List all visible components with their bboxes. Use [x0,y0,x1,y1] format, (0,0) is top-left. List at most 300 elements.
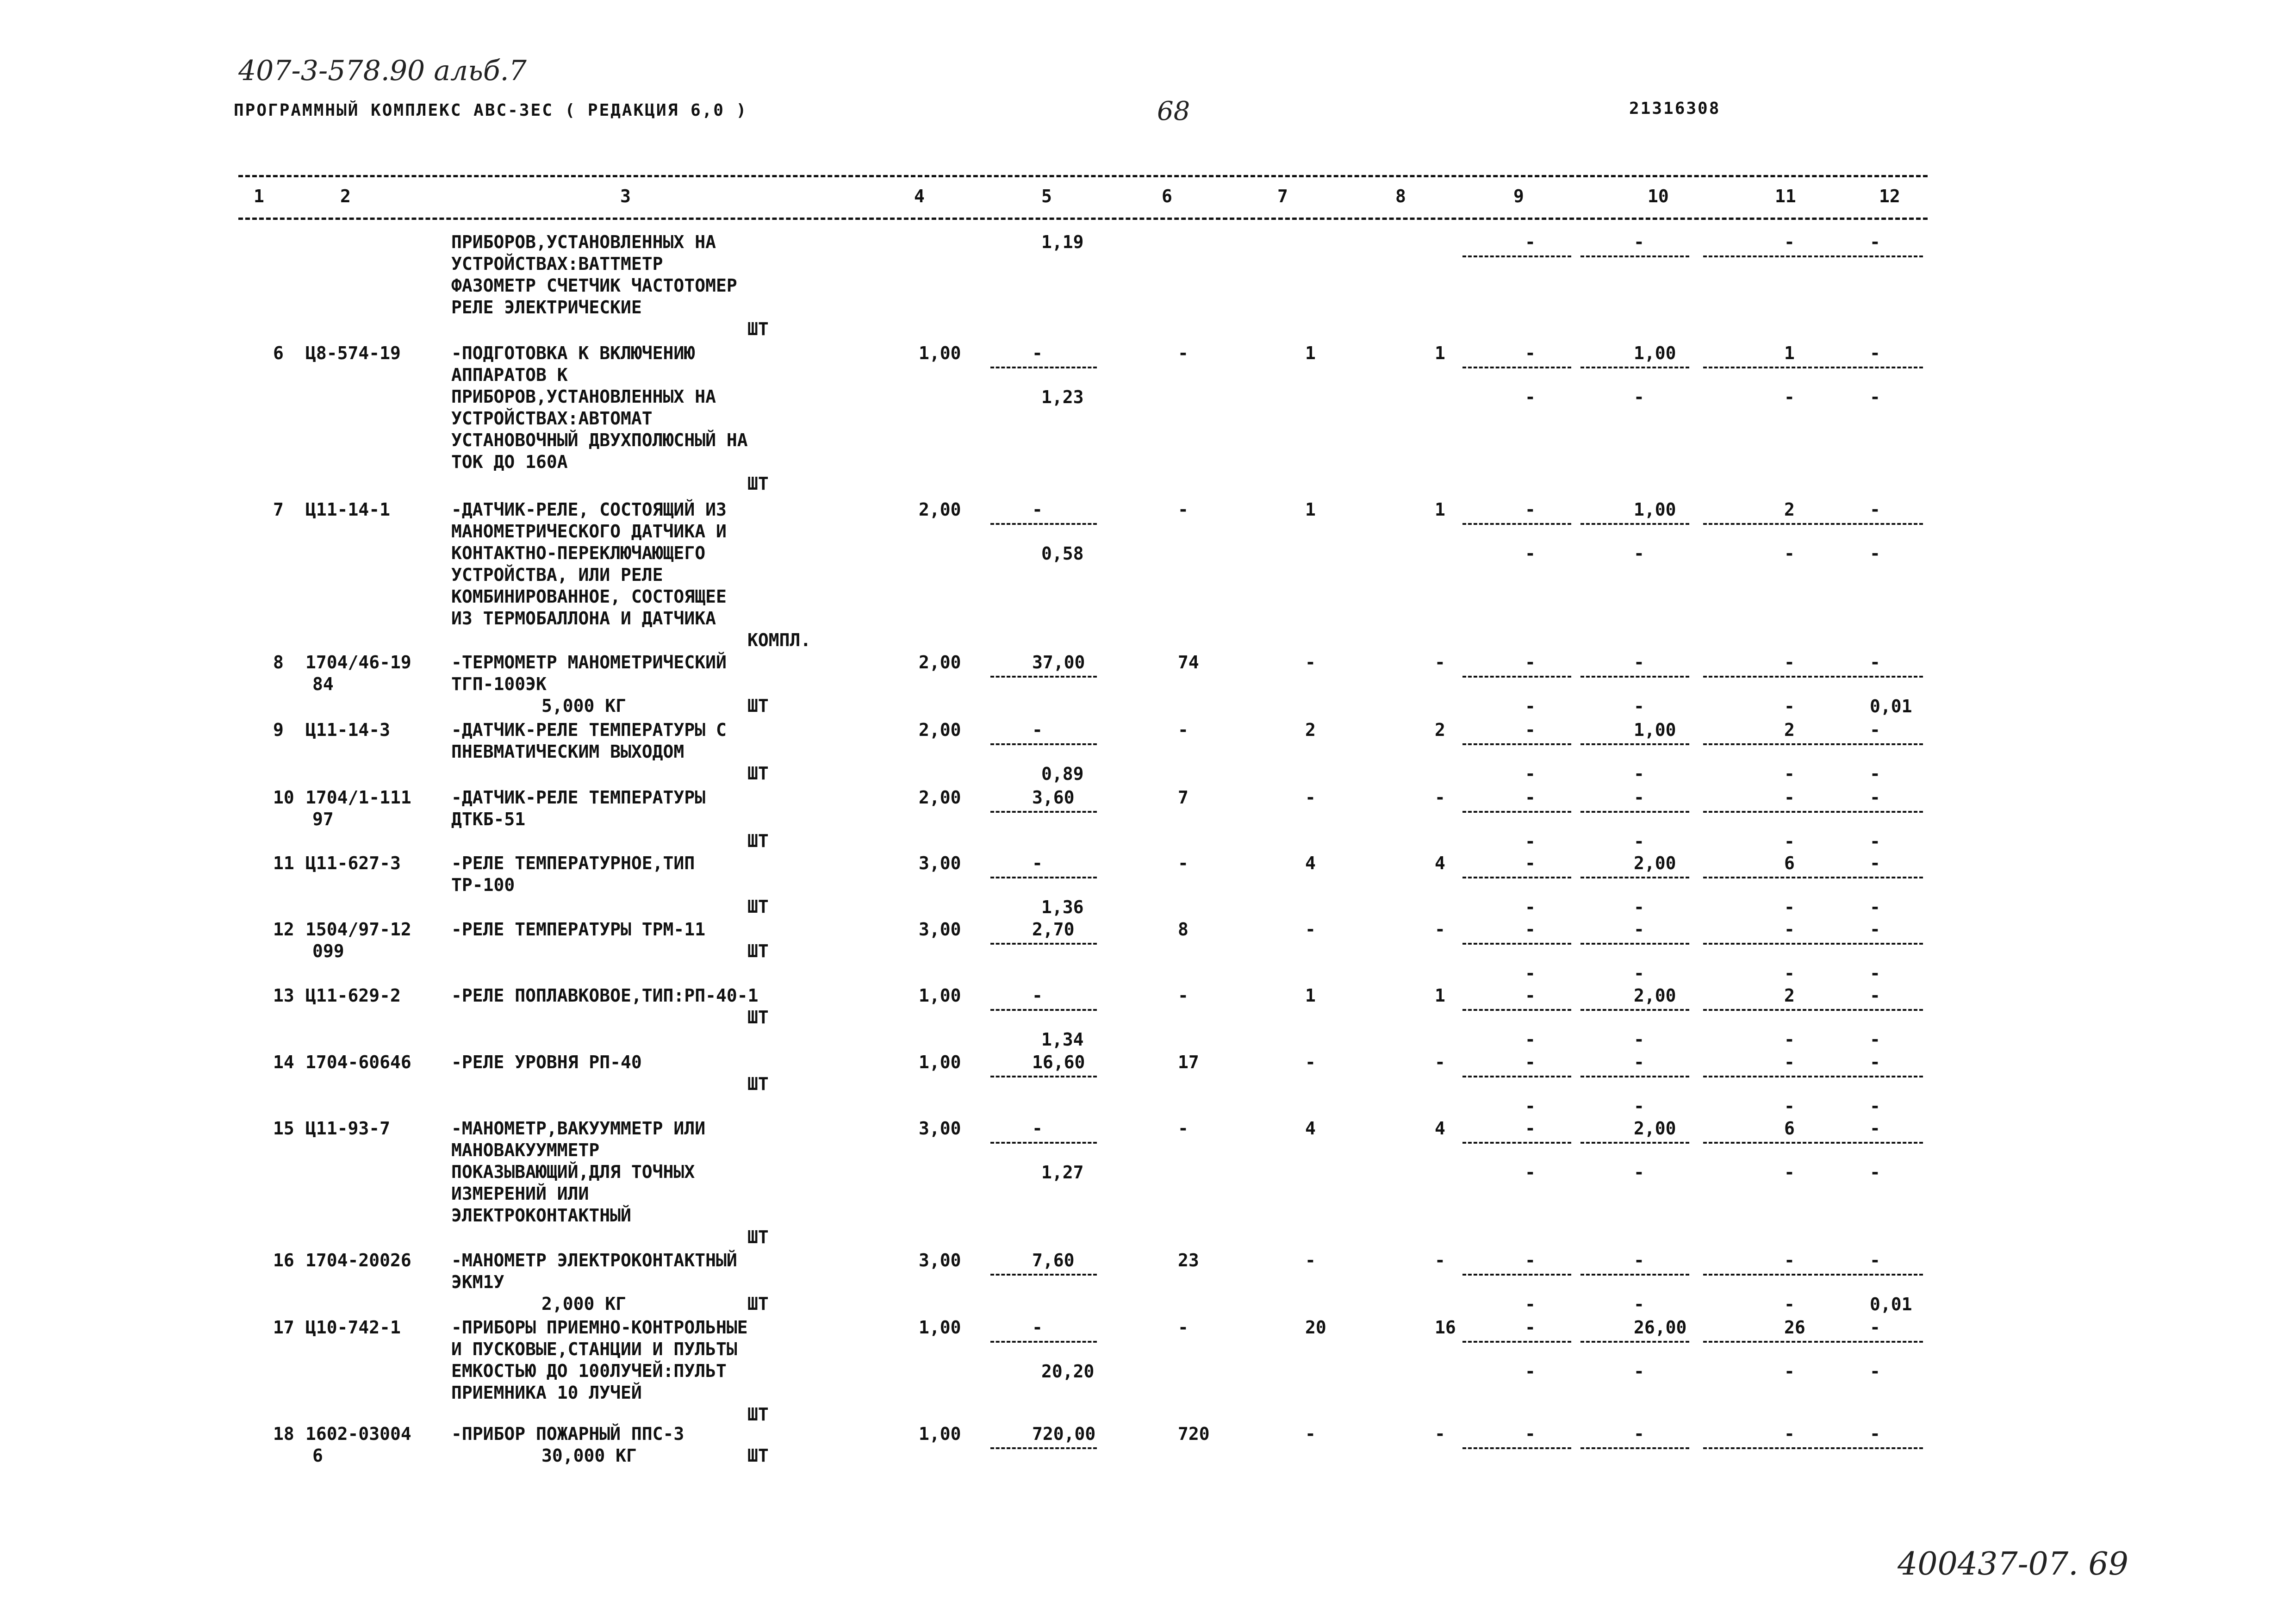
row-6-col11: 1 [1784,343,1795,363]
row-8-number: 8 [273,652,284,673]
row-8-col5: 37,00 [1032,652,1085,673]
row-18-col7: - [1305,1424,1316,1444]
row-16-col10-second: - [1634,1294,1644,1314]
row-16-number: 16 [273,1250,294,1270]
row-17-col11: 26 [1784,1317,1805,1338]
row-cont-dash-11 [1703,255,1812,257]
row-cont-col12: - [1870,232,1880,252]
row-12-name-line: -РЕЛЕ ТЕМПЕРАТУРЫ ТРМ-11 [451,919,706,940]
table-top-rule [238,175,1928,177]
row-7-dash-9 [1462,523,1571,525]
row-6-col9: - [1525,343,1536,363]
row-18-col12: - [1870,1424,1880,1444]
row-7-col10-second: - [1634,543,1644,564]
row-7-number: 7 [273,499,284,520]
row-14-col5-rule [990,1076,1097,1077]
row-16-col7: - [1305,1250,1316,1270]
row-13-dash-9 [1462,1009,1571,1011]
row-13-col4: 1,00 [919,985,961,1006]
row-7-dash-11 [1703,523,1812,525]
row-17-col11-second: - [1784,1361,1795,1382]
row-9-col12-second: - [1870,764,1880,784]
row-11-col4: 3,00 [919,853,961,873]
row-11-dash-10 [1580,877,1689,878]
row-15-col9-second: - [1525,1162,1536,1183]
row-13-dash-11 [1703,1009,1812,1011]
row-18-code-cont: 6 [312,1445,323,1466]
row-6-col8: 1 [1435,343,1445,363]
row-10-col11-second: - [1784,831,1795,852]
row-14-col8: - [1435,1052,1445,1072]
row-14-name-line: -РЕЛЕ УРОВНЯ РП-40 [451,1052,642,1072]
row-18-col9: - [1525,1424,1536,1444]
row-16-col12: - [1870,1250,1880,1270]
row-11-dash-11 [1703,877,1812,878]
row-18-dash-12 [1814,1447,1923,1449]
row-18-number: 18 [273,1424,294,1444]
column-header-10: 10 [1648,186,1669,206]
row-9-col11-second: - [1784,764,1795,784]
row-6-dash-9 [1462,367,1571,368]
row-17-col6: - [1178,1317,1188,1338]
row-cont-name-line: ПРИБОРОВ,УСТАНОВЛЕННЫХ НА [451,232,716,252]
row-15-name-line: ЭЛЕКТРОКОНТАКТНЫЙ [451,1205,631,1226]
row-16-col9-second: - [1525,1294,1536,1314]
row-12-dash-12 [1814,943,1923,945]
row-12-col10: - [1634,919,1644,940]
row-9-name-line: ПНЕВМАТИЧЕСКИМ ВЫХОДОМ [451,741,684,762]
handwritten-code: 407-3-578.90 альб.7 [238,55,527,87]
row-15-dash-9 [1462,1142,1571,1144]
row-10-col11: - [1784,787,1795,808]
column-header-9: 9 [1513,186,1524,206]
row-10-dash-11 [1703,811,1812,813]
row-8-col4: 2,00 [919,652,961,673]
row-7-col8: 1 [1435,499,1445,520]
row-12-dash-10 [1580,943,1689,945]
row-18-col5-rule [990,1447,1097,1449]
row-11-col6: - [1178,853,1188,873]
row-8-unit: ШТ [747,696,769,716]
row-11-col5: - [1032,853,1043,873]
row-11-col11: 6 [1784,853,1795,873]
row-16-name-line: -МАНОМЕТР ЭЛЕКТРОКОНТАКТНЫЙ [451,1250,737,1270]
row-13-col10: 2,00 [1634,985,1676,1006]
row-12-number: 12 [273,919,294,940]
row-7-col12: - [1870,499,1880,520]
row-11-number: 11 [273,853,294,873]
row-16-dash-10 [1580,1274,1689,1276]
row-13-col8: 1 [1435,985,1445,1006]
row-16-col11-second: - [1784,1294,1795,1314]
row-18-col10: - [1634,1424,1644,1444]
row-16-code: 1704-20026 [305,1250,411,1270]
row-17-dash-9 [1462,1341,1571,1343]
row-16-col8: - [1435,1250,1445,1270]
row-15-dash-10 [1580,1142,1689,1144]
row-15-number: 15 [273,1118,294,1139]
row-14-col12: - [1870,1052,1880,1072]
row-10-col4: 2,00 [919,787,961,808]
row-13-col5: - [1032,985,1043,1006]
row-15-col11-second: - [1784,1162,1795,1183]
row-16-col11: - [1784,1250,1795,1270]
row-12-col12-second: - [1870,963,1880,984]
row-14-code: 1704-60646 [305,1052,411,1072]
row-14-number: 14 [273,1052,294,1072]
row-14-col5: 16,60 [1032,1052,1085,1072]
row-9-dash-9 [1462,743,1571,745]
row-18-dash-9 [1462,1447,1571,1449]
row-17-dash-11 [1703,1341,1812,1343]
row-11-col5-second: 1,36 [1041,897,1084,917]
row-6-number: 6 [273,343,284,363]
row-15-name-line: -МАНОМЕТР,ВАКУУММЕТР ИЛИ [451,1118,706,1139]
row-15-name-line: МАНОВАКУУММЕТР [451,1140,600,1160]
row-14-dash-10 [1580,1076,1689,1077]
row-17-col8: 16 [1435,1317,1456,1338]
row-6-col9-second: - [1525,387,1536,407]
row-14-dash-12 [1814,1076,1923,1077]
row-9-number: 9 [273,720,284,740]
row-9-col12: - [1870,720,1880,740]
row-15-col8: 4 [1435,1118,1445,1139]
row-8-name-line: ТГП-100ЭК [451,674,547,694]
row-9-col5-rule [990,743,1097,745]
row-10-col8: - [1435,787,1445,808]
row-6-name-line: ТОК ДО 160А [451,452,568,472]
column-header-7: 7 [1277,186,1288,206]
row-10-col7: - [1305,787,1316,808]
row-15-col10: 2,00 [1634,1118,1676,1139]
column-header-6: 6 [1162,186,1172,206]
row-9-col10: 1,00 [1634,720,1676,740]
row-12-col6: 8 [1178,919,1188,940]
program-title: ПРОГРАММНЫЙ КОМПЛЕКС АВС-ЗЕС ( РЕДАКЦИЯ 6,0 ) [234,101,748,120]
row-11-name-line: ТР-100 [451,875,515,895]
row-18-col11: - [1784,1424,1795,1444]
row-17-name-line: ПРИЕМНИКА 10 ЛУЧЕЙ [451,1382,642,1403]
page-number: 68 [1157,96,1190,126]
row-11-col10-second: - [1634,897,1644,917]
row-7-dash-10 [1580,523,1689,525]
row-6-dash-12 [1814,367,1923,368]
row-10-col12-second: - [1870,831,1880,852]
row-10-col5: 3,60 [1032,787,1075,808]
row-cont-name-line: УСТРОЙСТВАХ:ВАТТМЕТР [451,254,663,274]
row-15-col9: - [1525,1118,1536,1139]
row-8-col10: - [1634,652,1644,673]
row-16-col5: 7,60 [1032,1250,1075,1270]
row-15-col7: 4 [1305,1118,1316,1139]
row-16-unit: ШТ [747,1294,769,1314]
row-7-name-line: МАНОМЕТРИЧЕСКОГО ДАТЧИКА И [451,521,727,542]
row-11-col8: 4 [1435,853,1445,873]
row-7-name-line: КОМБИНИРОВАННОЕ, СОСТОЯЩЕЕ [451,586,727,607]
row-6-name-line: ПРИБОРОВ,УСТАНОВЛЕННЫХ НА [451,386,716,407]
row-14-col9: - [1525,1052,1536,1072]
row-9-unit: ШТ [747,763,769,784]
row-12-col5-rule [990,943,1097,945]
row-12-dash-11 [1703,943,1812,945]
row-15-col5: - [1032,1118,1043,1139]
row-6-col5: - [1032,343,1043,363]
row-15-col5-second: 1,27 [1041,1162,1084,1183]
row-7-name-line: ИЗ ТЕРМОБАЛЛОНА И ДАТЧИКА [451,608,716,629]
row-12-col5: 2,70 [1032,919,1075,940]
row-10-col5-rule [990,811,1097,813]
row-14-col10-second: - [1634,1096,1644,1116]
row-7-col6: - [1178,499,1188,520]
row-13-col12-second: - [1870,1029,1880,1050]
row-13-col7: 1 [1305,985,1316,1006]
row-16-col4: 3,00 [919,1250,961,1270]
column-header-5: 5 [1041,186,1052,206]
row-10-col10-second: - [1634,831,1644,852]
row-9-dash-10 [1580,743,1689,745]
row-17-col10: 26,00 [1634,1317,1687,1338]
row-12-col10-second: - [1634,963,1644,984]
row-13-col9: - [1525,985,1536,1006]
row-8-col8: - [1435,652,1445,673]
row-10-unit: ШТ [747,831,769,851]
row-6-col6: - [1178,343,1188,363]
row-6-name-line: -ПОДГОТОВКА К ВКЛЮЧЕНИЮ [451,343,695,363]
row-13-col6: - [1178,985,1188,1006]
row-7-col10: 1,00 [1634,499,1676,520]
row-17-code: Ц10-742-1 [305,1317,401,1338]
row-cont-name-line: РЕЛЕ ЭЛЕКТРИЧЕСКИЕ [451,297,642,318]
row-14-unit: ШТ [747,1074,769,1094]
row-8-col11-second: - [1784,696,1795,716]
row-15-col6: - [1178,1118,1188,1139]
row-6-col12-second: - [1870,387,1880,407]
row-18-weight: 30,000 КГ [541,1445,637,1466]
row-10-code-cont: 97 [312,809,334,829]
row-9-dash-11 [1703,743,1812,745]
row-11-col7: 4 [1305,853,1316,873]
row-13-col11-second: - [1784,1029,1795,1050]
row-10-name-line: ДТКБ-51 [451,809,526,829]
row-8-col9-second: - [1525,696,1536,716]
row-14-col7: - [1305,1052,1316,1072]
row-17-col9: - [1525,1317,1536,1338]
row-11-code: Ц11-627-3 [305,853,401,873]
row-10-col12: - [1870,787,1880,808]
row-17-name-line: -ПРИБОРЫ ПРИЕМНО-КОНТРОЛЬНЫЕ [451,1317,748,1338]
row-7-col9: - [1525,499,1536,520]
row-11-unit: ШТ [747,897,769,917]
row-6-col10: 1,00 [1634,343,1676,363]
row-10-dash-12 [1814,811,1923,813]
row-16-name-line: ЭКМ1У [451,1272,504,1292]
row-13-number: 13 [273,985,294,1006]
row-6-name-line: АППАРАТОВ К [451,365,568,385]
row-13-col5-second: 1,34 [1041,1029,1084,1050]
row-cont-dash-9 [1462,255,1571,257]
column-header-11: 11 [1775,186,1796,206]
row-8-col12-second: 0,01 [1870,696,1912,716]
row-8-name-line: -ТЕРМОМЕТР МАНОМЕТРИЧЕСКИЙ [451,652,727,673]
column-header-1: 1 [254,186,264,206]
row-18-col5: 720,00 [1032,1424,1096,1444]
row-14-dash-9 [1462,1076,1571,1077]
row-6-dash-10 [1580,367,1689,368]
row-11-col9-second: - [1525,897,1536,917]
row-14-col4: 1,00 [919,1052,961,1072]
row-15-name-line: ПОКАЗЫВАЮЩИЙ,ДЛЯ ТОЧНЫХ [451,1162,695,1182]
row-17-col5-second: 20,20 [1041,1361,1095,1382]
row-6-col12: - [1870,343,1880,363]
row-8-col10-second: - [1634,696,1644,716]
row-10-dash-9 [1462,811,1571,813]
row-10-name-line: -ДАТЧИК-РЕЛЕ ТЕМПЕРАТУРЫ [451,787,706,808]
row-12-col11: - [1784,919,1795,940]
row-12-unit: ШТ [747,941,769,961]
row-9-col11: 2 [1784,720,1795,740]
row-6-dash-11 [1703,367,1812,368]
row-17-col9-second: - [1525,1361,1536,1382]
row-8-dash-10 [1580,676,1689,678]
row-17-col4: 1,00 [919,1317,961,1338]
row-10-col6: 7 [1178,787,1188,808]
row-16-dash-11 [1703,1274,1812,1276]
row-12-code-cont: 099 [312,941,344,961]
row-14-dash-11 [1703,1076,1812,1077]
row-11-col12-second: - [1870,897,1880,917]
row-6-name-line: УСТРОЙСТВАХ:АВТОМАТ [451,408,653,429]
row-6-col5-rule [990,367,1097,368]
row-13-col5-rule [990,1009,1097,1011]
row-7-name-line: УСТРОЙСТВА, ИЛИ РЕЛЕ [451,565,663,585]
row-cont-name-line: ФАЗОМЕТР СЧЕТЧИК ЧАСТОТОМЕР [451,275,737,296]
row-15-col4: 3,00 [919,1118,961,1139]
column-header-3: 3 [620,186,631,206]
row-13-col10-second: - [1634,1029,1644,1050]
row-18-col8: - [1435,1424,1445,1444]
row-13-code: Ц11-629-2 [305,985,401,1006]
row-17-col12: - [1870,1317,1880,1338]
row-18-dash-10 [1580,1447,1689,1449]
row-7-col5-second: 0,58 [1041,543,1084,564]
row-15-unit: ШТ [747,1227,769,1247]
row-17-col7: 20 [1305,1317,1326,1338]
row-13-unit: ШТ [747,1007,769,1027]
row-7-dash-12 [1814,523,1923,525]
row-13-dash-12 [1814,1009,1923,1011]
row-12-col12: - [1870,919,1880,940]
row-8-weight: 5,000 КГ [541,696,627,716]
row-10-col10: - [1634,787,1644,808]
row-9-col9-second: - [1525,764,1536,784]
row-8-dash-11 [1703,676,1812,678]
row-11-col11-second: - [1784,897,1795,917]
row-9-col10-second: - [1634,764,1644,784]
row-15-col12: - [1870,1118,1880,1139]
row-cont-col5-second: 1,19 [1041,232,1084,252]
row-12-col7: - [1305,919,1316,940]
row-18-dash-11 [1703,1447,1812,1449]
row-6-col11-second: - [1784,387,1795,407]
row-12-col11-second: - [1784,963,1795,984]
row-14-col10: - [1634,1052,1644,1072]
row-10-col9-second: - [1525,831,1536,852]
row-11-col5-rule [990,877,1097,878]
row-17-name-line: И ПУСКОВЫЕ,СТАНЦИИ И ПУЛЬТЫ [451,1339,737,1359]
row-11-dash-9 [1462,877,1571,878]
row-7-name-line: КОНТАКТНО-ПЕРЕКЛЮЧАЮЩЕГО [451,543,706,563]
row-cont-col9: - [1525,232,1536,252]
row-12-col9: - [1525,919,1536,940]
row-6-col7: 1 [1305,343,1316,363]
table-header-rule [238,218,1928,220]
row-15-col5-rule [990,1142,1097,1144]
row-18-code: 1602-03004 [305,1424,411,1444]
row-16-col12-second: 0,01 [1870,1294,1912,1314]
row-18-name-line: -ПРИБОР ПОЖАРНЫЙ ППС-3 [451,1424,684,1444]
row-13-dash-10 [1580,1009,1689,1011]
row-9-col7: 2 [1305,720,1316,740]
row-15-name-line: ИЗМЕРЕНИЙ ИЛИ [451,1183,589,1204]
row-11-name-line: -РЕЛЕ ТЕМПЕРАТУРНОЕ,ТИП [451,853,695,873]
row-17-dash-12 [1814,1341,1923,1343]
row-16-col6: 23 [1178,1250,1199,1270]
row-6-col4: 1,00 [919,343,961,363]
row-7-code: Ц11-14-1 [305,499,391,520]
row-13-col12: - [1870,985,1880,1006]
row-18-col4: 1,00 [919,1424,961,1444]
row-12-col9-second: - [1525,963,1536,984]
row-6-unit: ШТ [747,473,769,494]
row-14-col12-second: - [1870,1096,1880,1116]
row-8-code: 1704/46-19 [305,652,411,673]
row-14-col6: 17 [1178,1052,1199,1072]
row-cont-dash-12 [1814,255,1923,257]
handwritten-sheet-number: 400437-07. 69 [1898,1546,2128,1582]
row-15-col12-second: - [1870,1162,1880,1183]
row-9-dash-12 [1814,743,1923,745]
row-cont-dash-10 [1580,255,1689,257]
row-cont-col11: - [1784,232,1795,252]
row-16-dash-12 [1814,1274,1923,1276]
row-18-unit: ШТ [747,1445,769,1466]
row-13-name-line: -РЕЛЕ ПОПЛАВКОВОЕ,ТИП:РП-40-1 [451,985,759,1006]
row-14-col11-second: - [1784,1096,1795,1116]
row-15-dash-12 [1814,1142,1923,1144]
row-9-col9: - [1525,720,1536,740]
row-17-dash-10 [1580,1341,1689,1343]
row-7-col12-second: - [1870,543,1880,564]
row-15-dash-11 [1703,1142,1812,1144]
row-16-dash-9 [1462,1274,1571,1276]
row-6-col10-second: - [1634,387,1644,407]
row-16-col10: - [1634,1250,1644,1270]
row-7-unit: КОМПЛ. [747,630,811,650]
row-13-col9-second: - [1525,1029,1536,1050]
row-11-col9: - [1525,853,1536,873]
row-9-col6: - [1178,720,1188,740]
row-cont-unit: ШТ [747,319,769,339]
row-12-col4: 3,00 [919,919,961,940]
row-7-col9-second: - [1525,543,1536,564]
row-15-col11: 6 [1784,1118,1795,1139]
row-11-col12: - [1870,853,1880,873]
row-6-col5-second: 1,23 [1041,387,1084,407]
row-9-col5-second: 0,89 [1041,764,1084,784]
row-15-col10-second: - [1634,1162,1644,1183]
row-10-number: 10 [273,787,294,808]
row-7-name-line: -ДАТЧИК-РЕЛЕ, СОСТОЯЩИЙ ИЗ [451,499,727,520]
